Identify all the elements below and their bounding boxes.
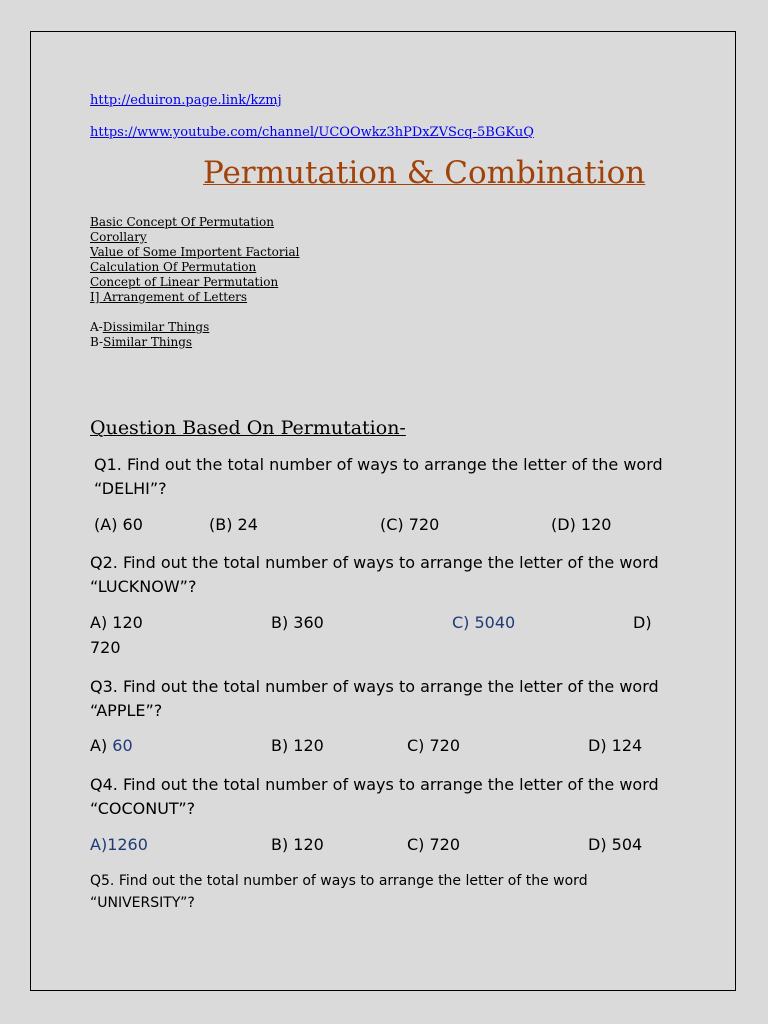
option: D) 124 <box>588 736 643 755</box>
eduiron-link[interactable]: http://eduiron.page.link/kzmj <box>90 93 282 108</box>
toc-subitem: A-Dissimilar Things <box>90 320 210 334</box>
page-title: Permutation & Combination <box>203 155 646 191</box>
toc-subitem: B-Similar Things <box>90 335 193 349</box>
table-of-contents <box>90 215 299 350</box>
youtube-channel-link[interactable]: https://www.youtube.com/channel/UCOOwkz3hPDxZVScq-5BGKuQ <box>90 125 534 140</box>
option: B) 360 <box>271 613 324 632</box>
question-2: Q2. Find out the total number of ways to arrange the letter of the word “LUCKNOW”? <box>90 553 659 596</box>
option: B) 120 <box>271 736 324 755</box>
option-answer: C) 5040 <box>452 613 516 632</box>
toc-item: Basic Concept Of Permutation <box>90 215 274 229</box>
option: D) 504 <box>588 835 643 854</box>
option: D) <box>633 613 652 632</box>
option-answer: A) 60 <box>90 736 133 755</box>
option: (D) 120 <box>551 515 612 534</box>
option: A) 120 <box>90 613 143 632</box>
option: (C) 720 <box>380 515 440 534</box>
question-1: Q1. Find out the total number of ways to arrange the letter of the word “DELHI”? <box>94 455 663 498</box>
section-heading: Question Based On Permutation- <box>90 417 406 439</box>
toc-item: Calculation Of Permutation <box>90 260 257 274</box>
option: B) 120 <box>271 835 324 854</box>
option: (B) 24 <box>209 515 258 534</box>
question-4: Q4. Find out the total number of ways to arrange the letter of the word “COCONUT”? <box>90 775 659 818</box>
option: C) 720 <box>407 835 461 854</box>
option-continuation: 720 <box>90 638 121 657</box>
toc-item: Concept of Linear Permutation <box>90 275 279 289</box>
option: C) 720 <box>407 736 461 755</box>
question-3: Q3. Find out the total number of ways to arrange the letter of the word “APPLE”? <box>90 677 659 720</box>
toc-item: I] Arrangement of Letters <box>90 290 248 304</box>
option: (A) 60 <box>94 515 143 534</box>
document-page <box>30 31 736 991</box>
toc-item: Corollary <box>90 230 147 244</box>
option-answer: A)1260 <box>90 835 148 854</box>
toc-item: Value of Some Importent Factorial <box>90 245 300 259</box>
question-5: Q5. Find out the total number of ways to arrange the letter of the word “UNIVERSITY”? <box>90 873 588 911</box>
